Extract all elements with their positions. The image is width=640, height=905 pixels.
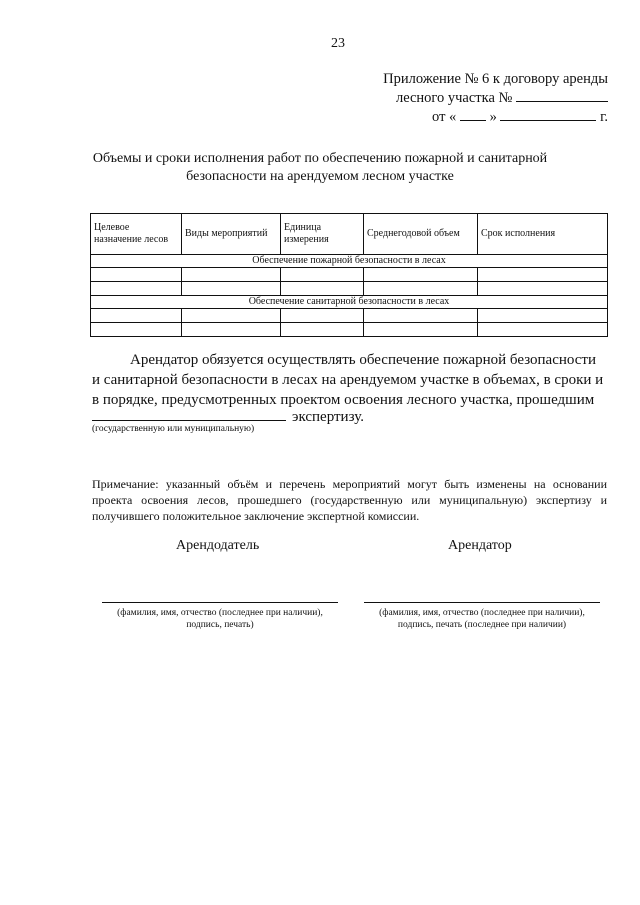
table-cell: [478, 323, 608, 337]
appendix-line-2: [383, 88, 608, 107]
date-mid: »: [489, 109, 497, 125]
works-table: [90, 213, 608, 337]
lessee-signature-caption: [356, 607, 608, 631]
table-row: [91, 323, 608, 337]
document-title: [80, 150, 560, 186]
obligation-paragraph: [92, 350, 607, 410]
table-cell: [91, 309, 182, 323]
expertise-word: экспертизу.: [292, 409, 364, 425]
table-cell: [182, 268, 281, 282]
table-row: [91, 309, 608, 323]
appendix-line-1: Приложение № 6 к договору аренды: [383, 71, 608, 87]
paragraph-line-3: в порядке, предусмотренных проектом освоения лесного участка, прошедшим: [92, 392, 595, 408]
expertise-type-blank: [92, 408, 286, 421]
section-fire-safety: Обеспечение пожарной безопасности в лесах: [91, 255, 608, 268]
table-cell: [478, 309, 608, 323]
table-cell: [91, 282, 182, 296]
expertise-blank-caption: (государственную или муниципальную): [92, 424, 255, 434]
date-prefix: от «: [432, 109, 457, 125]
header-activity-types: Виды мероприятий: [182, 214, 281, 255]
lessor-signature-caption: [96, 607, 344, 631]
lessor-role: Арендодатель: [176, 538, 260, 553]
table-cell: [281, 323, 364, 337]
table-cell: [478, 282, 608, 296]
plot-number-blank: [516, 88, 608, 102]
lessee-role: Арендатор: [448, 538, 512, 553]
lessor-caption-line-1: (фамилия, имя, отчество (последнее при наличии),: [117, 608, 323, 618]
table-cell: [91, 323, 182, 337]
table-cell: [182, 323, 281, 337]
page-number: 23: [331, 36, 345, 51]
table-header-row: [91, 214, 608, 255]
title-line-2: безопасности на арендуемом лесном участке: [186, 169, 454, 184]
table-cell: [281, 309, 364, 323]
table-row: [91, 282, 608, 296]
table-cell: [281, 282, 364, 296]
table-cell: [182, 309, 281, 323]
date-suffix: г.: [600, 109, 608, 125]
table-cell: [281, 268, 364, 282]
lessee-signature-line: [364, 602, 600, 603]
table-cell: [364, 282, 478, 296]
lessee-caption-line-2: подпись, печать (последнее при наличии): [397, 620, 567, 630]
header-deadline: Срок исполнения: [478, 214, 608, 255]
appendix-plot-label: лесного участка №: [395, 90, 513, 106]
paragraph-line-1: Арендатор обязуется осуществлять обеспечение пожарной безопасности: [130, 352, 597, 368]
paragraph-line-2: и санитарной безопасности в лесах на арендуемом участке в объемах, в сроки и: [92, 372, 604, 388]
appendix-line-3: [383, 107, 608, 126]
lessor-caption-line-2: подпись, печать): [186, 620, 254, 630]
table-cell: [182, 282, 281, 296]
note-paragraph: Примечание: указанный объём и перечень мероприятий могут быть изменены на основании проекта освоения лесов, прошедшего (государственную или муниципальную) экспертизу и получившего положительное заключение экспертной комиссии.: [92, 477, 607, 523]
header-forest-purpose: Целевое назначение лесов: [91, 214, 182, 255]
table-row: [91, 268, 608, 282]
table-cell: [364, 309, 478, 323]
table-cell: [478, 268, 608, 282]
table-cell: [91, 268, 182, 282]
lessee-caption-line-1: (фамилия, имя, отчество (последнее при наличии),: [379, 608, 585, 618]
day-blank: [460, 107, 486, 121]
section-sanitary-safety: Обеспечение санитарной безопасности в лесах: [91, 296, 608, 309]
table-cell: [364, 323, 478, 337]
section-row-sanitary: [91, 296, 608, 309]
lessor-signature-line: [102, 602, 338, 603]
month-year-blank: [500, 107, 596, 121]
title-line-1: Объемы и сроки исполнения работ по обеспечению пожарной и санитарной: [92, 151, 548, 166]
table-cell: [364, 268, 478, 282]
header-annual-volume: Среднегодовой объем: [364, 214, 478, 255]
appendix-header: [383, 70, 608, 126]
header-unit: Единица измерения: [281, 214, 364, 255]
section-row-fire: [91, 255, 608, 268]
